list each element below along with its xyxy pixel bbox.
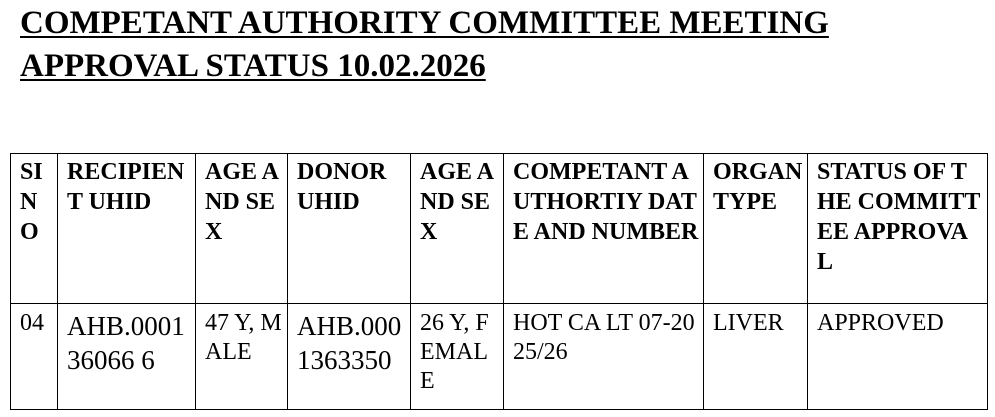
page-title	[20, 2, 829, 88]
cell-authority-date-number: HOT CA LT 07-2025/26	[504, 304, 704, 410]
cell-committee-status: APPROVED	[808, 304, 988, 410]
approval-status-table	[10, 153, 988, 410]
cell-donor-uhid: AHB.0001363350	[288, 304, 411, 410]
cell-organ-type: LIVER	[704, 304, 808, 410]
table-header-row	[11, 154, 988, 304]
header-recipient-uhid: RECIPIENT UHID	[58, 154, 196, 304]
header-si-no: SI NO	[11, 154, 58, 304]
cell-recipient-uhid: AHB.000136066 6	[58, 304, 196, 410]
table-row	[11, 304, 988, 410]
header-authority-date-number: COMPETANT AUTHORTIY DATE AND NUMBER	[504, 154, 704, 304]
title-line-1: COMPETANT AUTHORITY COMMITTEE MEETING	[20, 5, 829, 41]
header-organ-type: ORGAN TYPE	[704, 154, 808, 304]
header-donor-uhid: DONOR UHID	[288, 154, 411, 304]
header-recipient-age-sex: AGE AND SEX	[196, 154, 288, 304]
cell-recipient-age-sex: 47 Y, MALE	[196, 304, 288, 410]
header-committee-status: STATUS OF THE COMMITTEE APPROVAL	[808, 154, 988, 304]
cell-donor-age-sex: 26 Y, FEMALE	[411, 304, 504, 410]
title-line-2: APPROVAL STATUS 10.02.2026	[20, 48, 486, 84]
cell-si-no: 04	[11, 304, 58, 410]
header-donor-age-sex: AGE AND SEX	[411, 154, 504, 304]
